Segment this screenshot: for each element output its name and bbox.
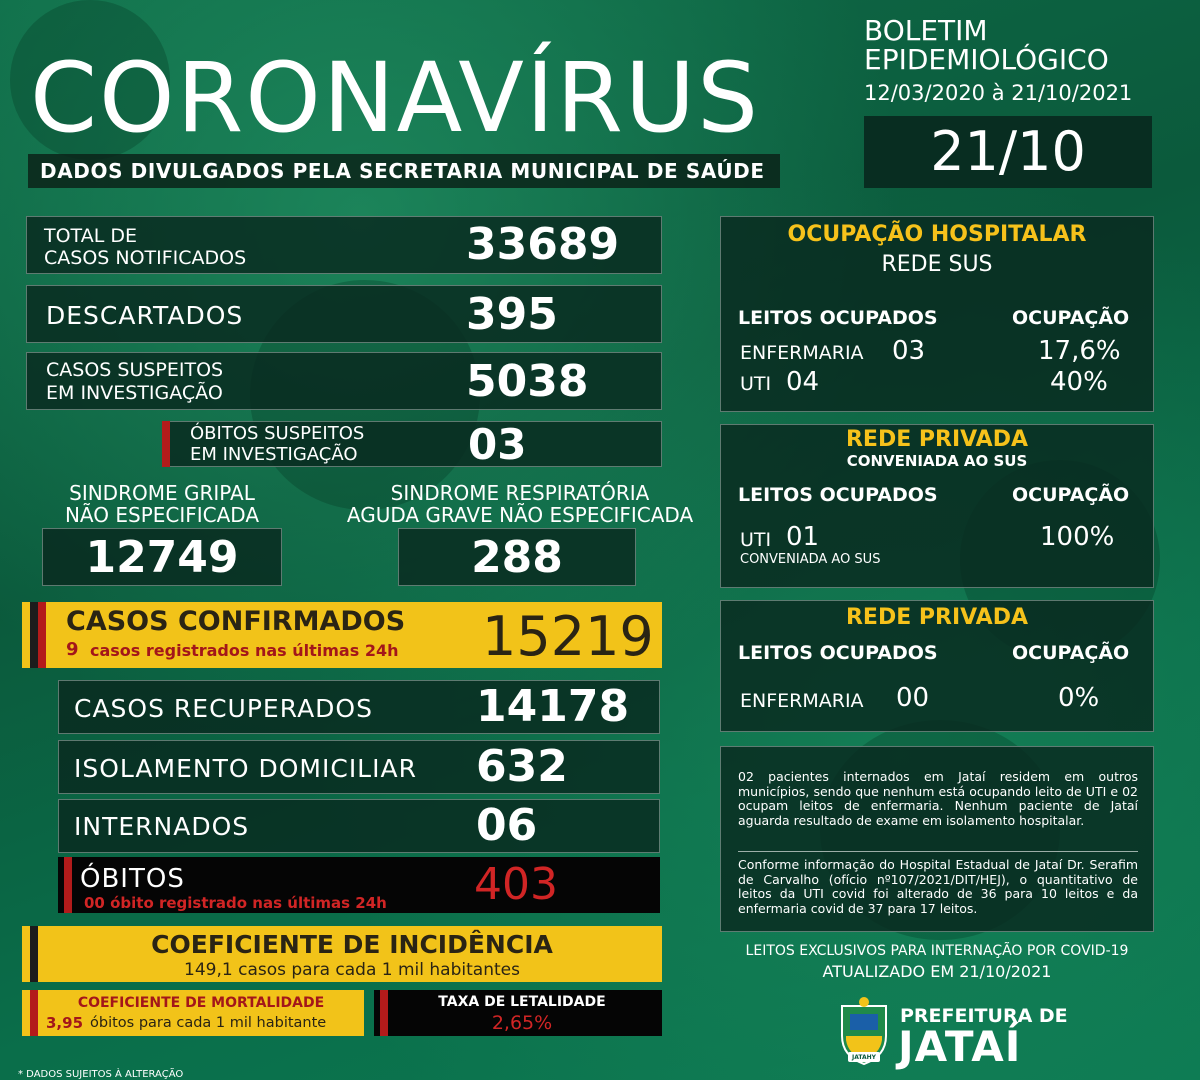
notes-divider: [738, 851, 1138, 852]
crest-text: JATAHY: [851, 1054, 877, 1061]
boletim-title-2: EPIDEMIOLÓGICO: [864, 43, 1109, 76]
sg-value: 12749: [85, 532, 239, 583]
privada-conv-uti-pct: 100%: [1040, 522, 1115, 552]
srag-label-2: AGUDA GRAVE NÃO ESPECIFICADA: [346, 503, 694, 527]
privada-conv-col-leitos: LEITOS OCUPADOS: [738, 484, 938, 506]
privada-enf-label: ENFERMARIA: [740, 690, 864, 712]
disclaimer: * DADOS SUJEITOS À ALTERAÇÃO: [18, 1069, 184, 1080]
red-marker: [30, 990, 38, 1036]
mortalidade-sub: óbitos para cada 1 mil habitante: [90, 1015, 327, 1031]
privada-enf-pct: 0%: [1058, 683, 1100, 713]
descartados-value: 395: [466, 289, 558, 340]
suspeitos-value: 5038: [466, 356, 589, 407]
privada-conv-subtitle: CONVENIADA AO SUS: [846, 452, 1028, 470]
obitos-suspeitos-label-2: EM INVESTIGAÇÃO: [190, 444, 358, 465]
red-marker: [64, 857, 72, 913]
leitos-exclusivos: LEITOS EXCLUSIVOS PARA INTERNAÇÃO POR COVID-19: [745, 943, 1129, 959]
internados-value: 06: [476, 800, 538, 851]
note-2: Conforme informação do Hospital Estadual de Jataí Dr. Serafim de Carvalho (ofício nº107/2021/DIT/HEJ), o quantitativo de leitos da UTI covid foi alterado de 36 para 10 leitos e da enfermaria covid de 37 para 17 leitos.: [738, 857, 1138, 916]
prefeitura-label: PREFEITURA DE: [900, 1005, 1068, 1027]
srag-value: 288: [471, 532, 563, 583]
privada-col-ocupacao: OCUPAÇÃO: [1012, 642, 1130, 664]
total-value: 33689: [466, 219, 620, 270]
recuperados-value: 14178: [476, 681, 630, 732]
subtitle: DADOS DIVULGADOS PELA SECRETARIA MUNICIPAL DE SAÚDE: [40, 159, 765, 183]
sg-label-1: SINDROME GRIPAL: [69, 481, 255, 505]
page-title: CORONAVÍRUS: [30, 42, 761, 154]
boletim-title-1: BOLETIM: [864, 14, 988, 47]
obitos-suspeitos-value: 03: [468, 420, 527, 469]
srag-label-1: SINDROME RESPIRATÓRIA: [390, 481, 650, 505]
privada-conv-title: REDE PRIVADA: [845, 427, 1028, 452]
black-marker: [30, 926, 38, 982]
sus-uti-pct: 40%: [1050, 367, 1108, 397]
suspeitos-label-2: EM INVESTIGAÇÃO: [46, 382, 223, 404]
boletim-period: 12/03/2020 à 21/10/2021: [864, 81, 1133, 105]
sus-uti-value: 04: [786, 367, 820, 397]
sus-enf-pct: 17,6%: [1038, 336, 1121, 366]
privada-conv-col-ocupacao: OCUPAÇÃO: [1012, 484, 1130, 506]
obitos-value: 403: [474, 859, 558, 910]
city-name: JATAÍ: [898, 1022, 1022, 1071]
sus-enf-label: ENFERMARIA: [740, 342, 864, 364]
descartados-label: DESCARTADOS: [46, 301, 244, 330]
boletim-date: 21/10: [930, 120, 1086, 183]
isolamento-label: ISOLAMENTO DOMICILIAR: [74, 754, 417, 783]
obitos-suspeitos-label-1: ÓBITOS SUSPEITOS: [190, 423, 365, 444]
sus-enf-value: 03: [892, 336, 926, 366]
suspeitos-label-1: CASOS SUSPEITOS: [46, 359, 224, 381]
sg-label-2: NÃO ESPECIFICADA: [64, 503, 260, 527]
confirmados-value: 15219: [482, 605, 654, 668]
letalidade-value: 2,65%: [491, 1012, 553, 1034]
internados-label: INTERNADOS: [74, 812, 250, 841]
ocupacao-subtitle: REDE SUS: [881, 252, 993, 277]
incidencia-sub: 149,1 casos para cada 1 mil habitantes: [184, 960, 520, 980]
mortalidade-value: 3,95: [46, 1014, 84, 1032]
obitos-label: ÓBITOS: [80, 864, 185, 894]
sus-col-leitos: LEITOS OCUPADOS: [738, 307, 938, 329]
privada-conv-uti-note: CONVENIADA AO SUS: [740, 552, 881, 567]
ocupacao-title: OCUPAÇÃO HOSPITALAR: [787, 222, 1087, 247]
red-marker: [38, 602, 46, 668]
atualizado-em: ATUALIZADO EM 21/10/2021: [822, 962, 1052, 981]
sus-col-ocupacao: OCUPAÇÃO: [1012, 307, 1130, 329]
black-marker: [30, 602, 38, 668]
confirmados-sub: casos registrados nas últimas 24h: [90, 641, 399, 660]
confirmados-count: 9: [66, 639, 79, 660]
letalidade-label: TAXA DE LETALIDADE: [438, 994, 606, 1010]
total-label-1: TOTAL DE: [44, 225, 137, 247]
total-label-2: CASOS NOTIFICADOS: [44, 247, 247, 269]
privada-conv-uti-label: UTI: [740, 529, 772, 551]
privada-title: REDE PRIVADA: [845, 605, 1028, 630]
incidencia-label: COEFICIENTE DE INCIDÊNCIA: [151, 930, 553, 959]
obitos-sub: 00 óbito registrado nas últimas 24h: [84, 894, 387, 912]
red-marker: [162, 421, 170, 467]
note-1: 02 pacientes internados em Jataí residem em outros municípios, sendo que nenhum está ocupando leito de UTI e 02 ocupam leitos de enfermaria. Nenhum paciente de Jataí aguarda resultado de exame em isolamento hospitalar.: [738, 769, 1138, 828]
privada-col-leitos: LEITOS OCUPADOS: [738, 642, 938, 664]
mortalidade-label: COEFICIENTE DE MORTALIDADE: [77, 995, 325, 1011]
isolamento-value: 632: [476, 741, 568, 792]
sus-uti-label: UTI: [740, 373, 772, 395]
privada-conv-uti-value: 01: [786, 522, 820, 552]
recuperados-label: CASOS RECUPERADOS: [74, 694, 373, 723]
confirmados-label: CASOS CONFIRMADOS: [66, 606, 406, 637]
privada-enf-value: 00: [896, 683, 930, 713]
